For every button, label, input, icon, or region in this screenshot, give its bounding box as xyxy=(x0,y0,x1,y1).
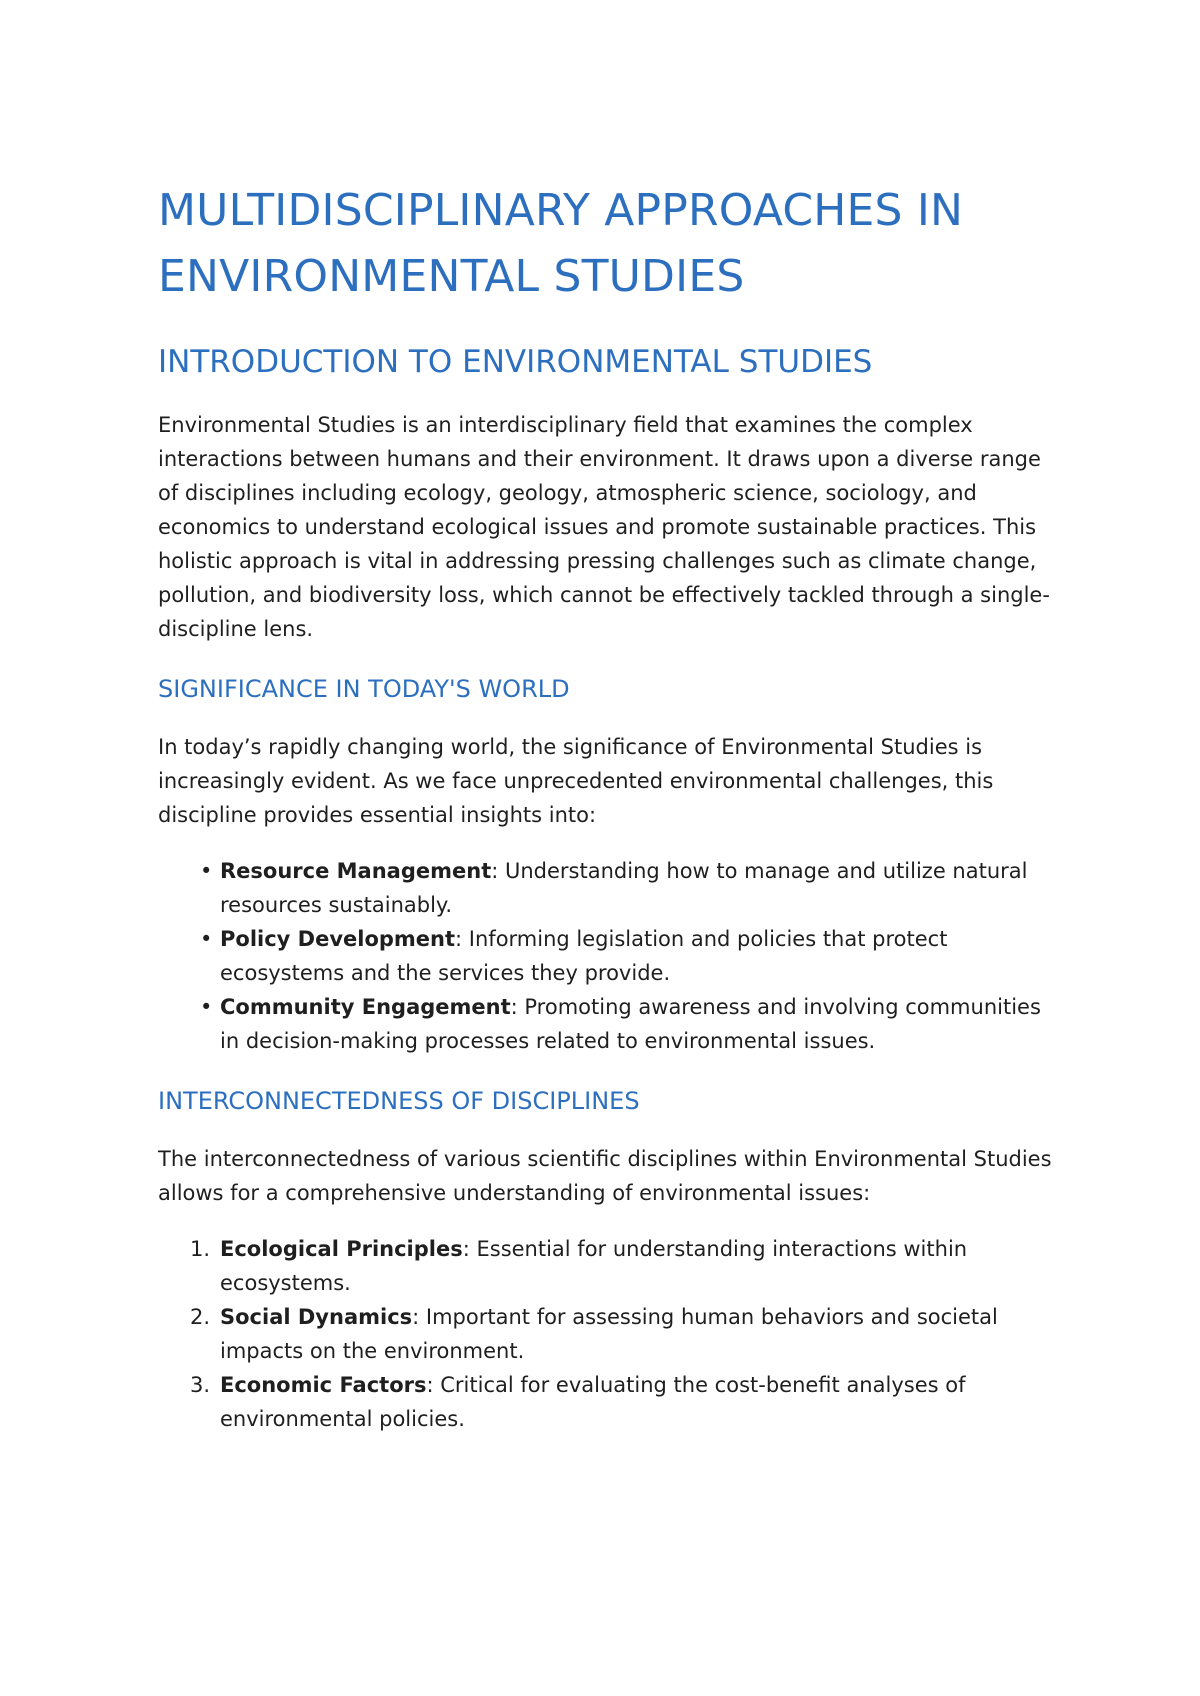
document-page xyxy=(158,178,1058,1436)
list-item-term: Ecological Principles xyxy=(220,1237,463,1261)
list-item-term: Resource Management xyxy=(220,859,492,883)
interconnectedness-paragraph: The interconnectedness of various scientific disciplines within Environmental Studies allows for a comprehensive understanding of environmental issues: xyxy=(158,1147,1052,1205)
section-heading-significance: SIGNIFICANCE IN TODAY'S WORLD xyxy=(158,675,570,703)
list-item xyxy=(158,922,1058,990)
list-item xyxy=(158,990,1058,1058)
significance-bullet-list xyxy=(158,854,1058,1058)
interconnectedness-numbered-list xyxy=(158,1232,1058,1436)
list-item xyxy=(158,1232,1058,1300)
list-item-text: : Understanding how to manage and utilize natural resources sustainably. xyxy=(220,859,1028,917)
list-item-text: : Important for assessing human behaviors and societal impacts on the environment. xyxy=(220,1305,998,1363)
list-item-text: : Critical for evaluating the cost-benefit analyses of environmental policies. xyxy=(220,1373,966,1431)
section-heading-introduction: INTRODUCTION TO ENVIRONMENTAL STUDIES xyxy=(158,344,873,380)
number-marker: 3. xyxy=(190,1373,211,1397)
list-item xyxy=(158,1300,1058,1368)
list-item-text: : Promoting awareness and involving communities in decision-making processes related to environmental issues. xyxy=(220,995,1041,1053)
list-item-term: Policy Development xyxy=(220,927,456,951)
list-item-text: : Essential for understanding interactions within ecosystems. xyxy=(220,1237,968,1295)
number-marker: 2. xyxy=(190,1305,211,1329)
number-marker: 1. xyxy=(190,1237,211,1261)
list-item-term: Social Dynamics xyxy=(220,1305,413,1329)
bullet-marker: • xyxy=(200,859,213,883)
document-title: MULTIDISCIPLINARY APPROACHES IN ENVIRONMENTAL STUDIES xyxy=(158,185,964,302)
bullet-marker: • xyxy=(200,995,213,1019)
introduction-paragraph: Environmental Studies is an interdisciplinary field that examines the complex interactions between humans and their environment. It draws upon a diverse range of disciplines including ecology, geology, atmospheric science, sociology, and economics to understand ecological issues and promote sustainable practices. This holistic approach is vital in addressing pressing challenges such as climate change, pollution, and biodiversity loss, which cannot be effectively tackled through a single-discipline lens. xyxy=(158,413,1050,641)
bullet-marker: • xyxy=(200,927,213,951)
list-item xyxy=(158,854,1058,922)
list-item-term: Community Engagement xyxy=(220,995,511,1019)
section-heading-interconnectedness: INTERCONNECTEDNESS OF DISCIPLINES xyxy=(158,1087,640,1115)
significance-paragraph: In today’s rapidly changing world, the significance of Environmental Studies is increasingly evident. As we face unprecedented environmental challenges, this discipline provides essential insights into: xyxy=(158,735,994,827)
list-item xyxy=(158,1368,1058,1436)
list-item-text: : Informing legislation and policies that protect ecosystems and the services they provide. xyxy=(220,927,948,985)
list-item-term: Economic Factors xyxy=(220,1373,427,1397)
